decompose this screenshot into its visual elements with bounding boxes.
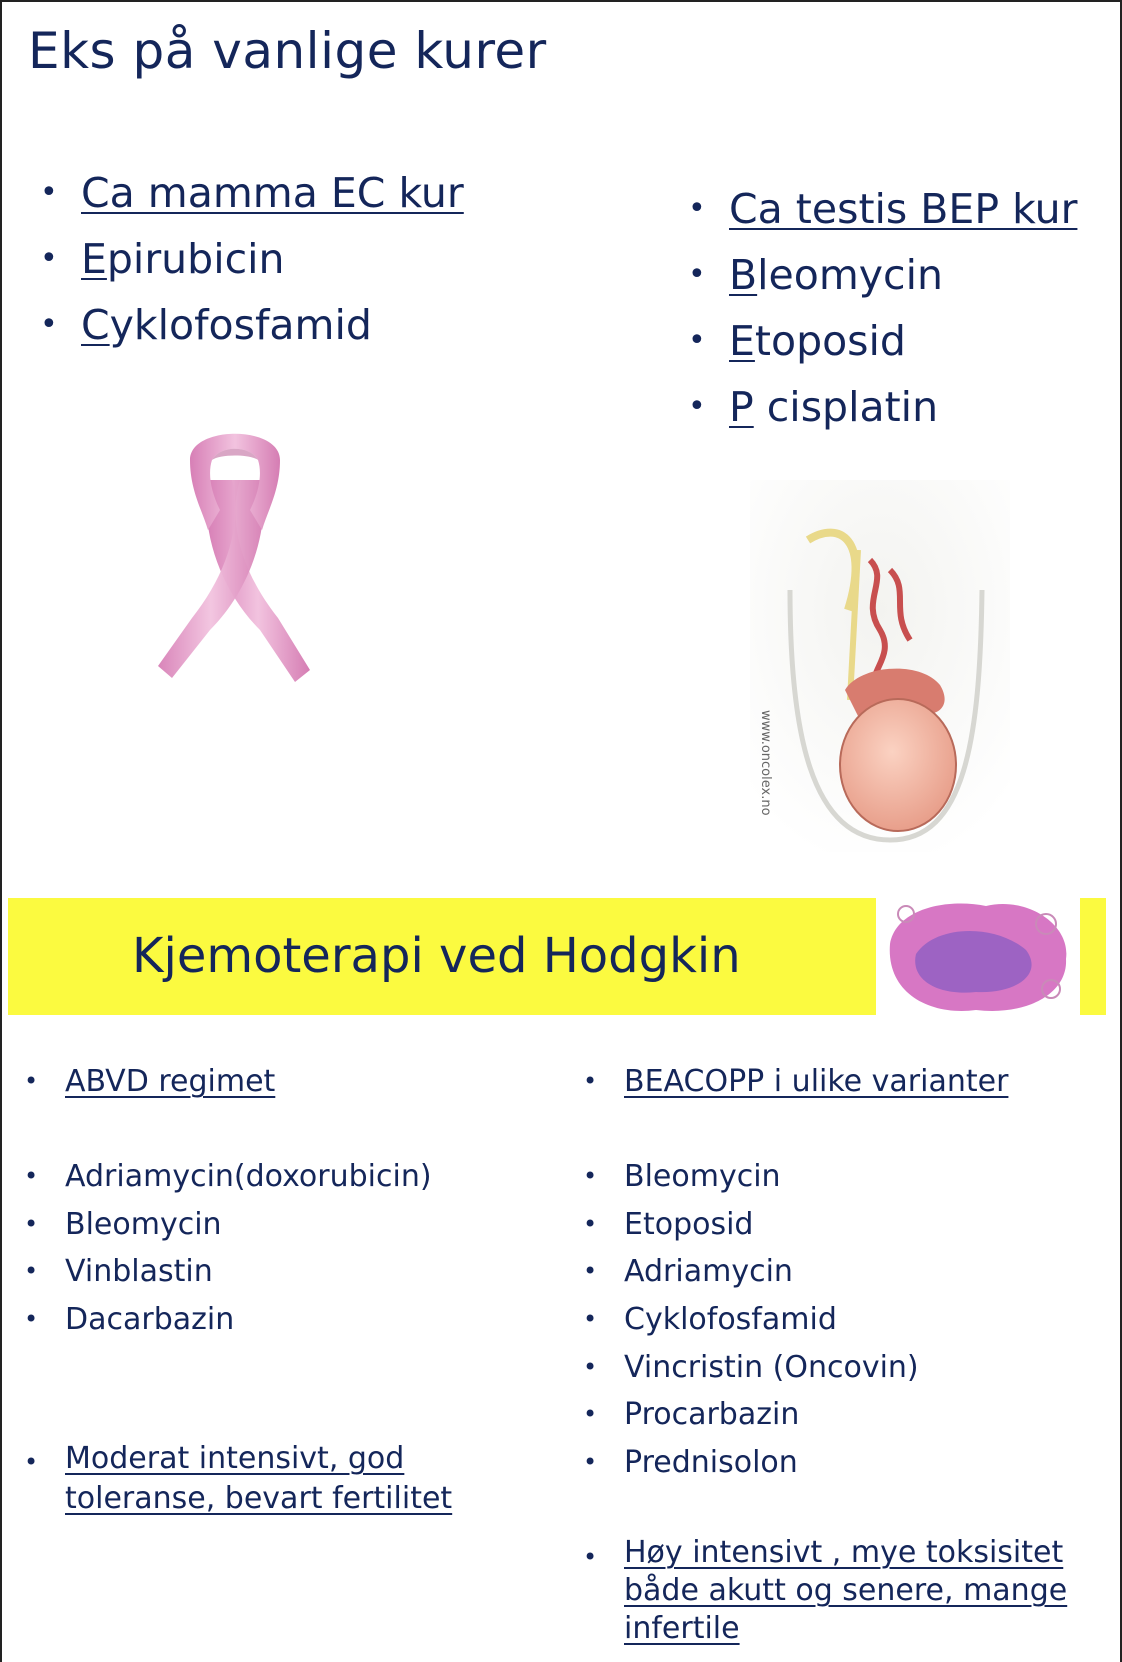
- testis-illustration: [750, 480, 1010, 852]
- list-item: [575, 1058, 1105, 1106]
- bullet-icon: •: [40, 175, 58, 210]
- list-item: • Vinblastin: [16, 1248, 536, 1296]
- list-item: • Etoposid: [575, 1201, 1105, 1249]
- list-item: • Vincristin (Oncovin): [575, 1344, 1105, 1392]
- list-item: • Procarbazin: [575, 1391, 1105, 1439]
- bullet-icon: •: [583, 1542, 598, 1571]
- bullet-icon: •: [583, 1447, 598, 1476]
- list-item: • Epirubicin: [32, 226, 464, 292]
- abvd-note: Moderat intensivt, god toleranse, bevart fertilitet: [65, 1440, 453, 1516]
- list-item: • P cisplatin: [680, 374, 1077, 440]
- bullet-icon: •: [24, 1304, 39, 1333]
- pink-ribbon-icon: [150, 420, 320, 696]
- watermark-text: www.oncolex.no: [758, 710, 773, 816]
- list-item: [575, 1534, 1094, 1648]
- abvd-heading: ABVD regimet: [65, 1064, 276, 1099]
- bullet-icon: •: [583, 1162, 598, 1191]
- bullet-icon: •: [688, 191, 706, 226]
- banner-title: Kjemoterapi ved Hodgkin: [132, 928, 741, 984]
- bullet-icon: •: [24, 1067, 39, 1095]
- bullet-icon: •: [583, 1352, 598, 1381]
- bullet-icon: •: [583, 1257, 598, 1286]
- testis-cancer-list: [680, 176, 1077, 440]
- bullet-icon: •: [583, 1209, 598, 1238]
- list-item: • Bleomycin: [16, 1201, 536, 1249]
- bullet-icon: •: [40, 307, 58, 342]
- abvd-list: [16, 1058, 536, 1519]
- beacopp-note: Høy intensivt , mye toksisitet både akutt og senere, mange infertile: [624, 1534, 1068, 1646]
- list-item: • Adriamycin(doxorubicin): [16, 1153, 536, 1201]
- bullet-icon: •: [583, 1067, 598, 1095]
- bullet-icon: •: [24, 1162, 39, 1191]
- list-item: • Cyklofosfamid: [575, 1296, 1105, 1344]
- bullet-icon: •: [24, 1209, 39, 1238]
- bullet-icon: •: [24, 1447, 39, 1476]
- list-item: • Prednisolon: [575, 1439, 1105, 1487]
- bullet-icon: •: [688, 323, 706, 358]
- bullet-icon: •: [583, 1304, 598, 1333]
- list-item: • Ca testis BEP kur: [680, 176, 1077, 242]
- beacopp-heading: BEACOPP i ulike varianter: [624, 1064, 1009, 1099]
- bullet-icon: •: [688, 257, 706, 292]
- list-item: • Ca mamma EC kur: [32, 160, 464, 226]
- list-item: • Bleomycin: [575, 1153, 1105, 1201]
- lymph-node-tissue-icon: [876, 884, 1080, 1024]
- bullet-icon: •: [583, 1400, 598, 1429]
- bullet-icon: •: [688, 389, 706, 424]
- list-item: [16, 1439, 505, 1519]
- list-item: • Dacarbazin: [16, 1296, 536, 1344]
- list-item: • Etoposid: [680, 308, 1077, 374]
- beacopp-list: [575, 1058, 1105, 1648]
- bullet-icon: •: [24, 1257, 39, 1286]
- page-title: Eks på vanlige kurer: [28, 22, 547, 80]
- list-item: • Cyklofosfamid: [32, 292, 464, 358]
- bullet-icon: •: [40, 241, 58, 276]
- histology-image: [876, 884, 1080, 1024]
- list-item: [16, 1058, 536, 1106]
- list-item: • Bleomycin: [680, 242, 1077, 308]
- breast-cancer-list: [32, 160, 464, 358]
- list-item: • Adriamycin: [575, 1248, 1105, 1296]
